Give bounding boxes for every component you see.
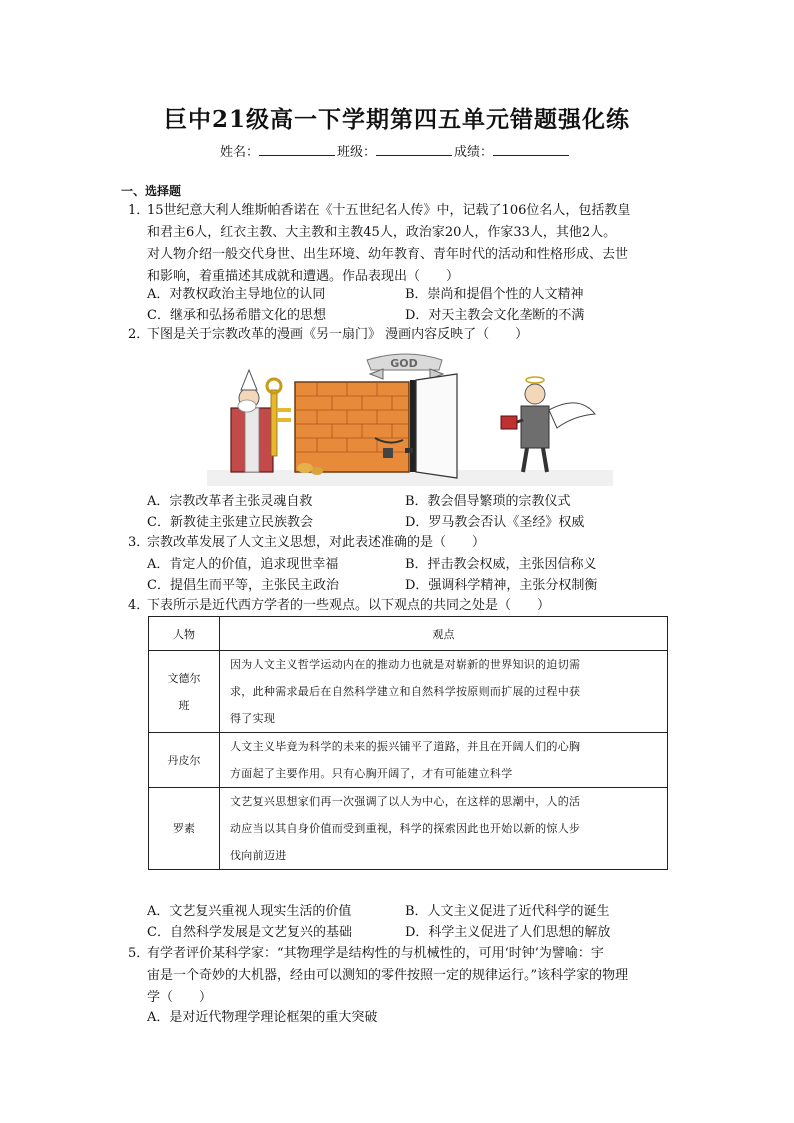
option-a[interactable]: A．是对近代物理学理论框架的重大突破 bbox=[147, 1010, 378, 1025]
person-cell bbox=[149, 788, 220, 870]
stem-line: 有学者评价某科学家：“其物理学是结构性的与机械性的，可用‘时钟’为譬喻：宇 bbox=[147, 946, 604, 961]
option-a[interactable]: A．宗教改革者主张灵魂自救 bbox=[147, 494, 313, 509]
table-row bbox=[149, 788, 668, 870]
option-b[interactable]: B．崇尚和提倡个性的人文精神 bbox=[405, 287, 584, 302]
option-c[interactable]: C．自然科学发展是文艺复兴的基础 bbox=[147, 925, 352, 940]
option-b[interactable]: B．教会倡导繁琐的宗教仪式 bbox=[405, 494, 571, 509]
question-2 bbox=[128, 324, 676, 346]
stem-line: 对人物介绍一般交代身世、出生环境、幼年教育、青年时代的活动和性格形成、去世 bbox=[147, 247, 629, 262]
option-d[interactable]: D．科学主义促进了人们思想的解放 bbox=[405, 925, 611, 940]
option-c[interactable]: C．新教徒主张建立民族教会 bbox=[147, 515, 313, 530]
view-cell bbox=[220, 788, 668, 870]
score-blank[interactable] bbox=[493, 143, 569, 156]
question-stem bbox=[147, 200, 676, 288]
view-line: 伐向前迈进 bbox=[230, 849, 287, 862]
view-line: 求，此种需求最后在自然科学建立和自然科学按原则而扩展的过程中获 bbox=[230, 685, 581, 698]
person-name-line: 班 bbox=[178, 698, 190, 712]
name-label: 姓名： bbox=[220, 145, 260, 160]
person-cell bbox=[149, 733, 220, 788]
student-info-line bbox=[220, 141, 571, 160]
view-line: 因为人文主义哲学运动内在的推动力也就是对崭新的世界知识的迫切需 bbox=[230, 658, 581, 671]
question-number: 3． bbox=[128, 535, 150, 550]
question-1 bbox=[128, 200, 676, 288]
option-c[interactable]: C．继承和弘扬希腊文化的思想 bbox=[147, 308, 326, 323]
option-c[interactable]: C．提倡生而平等，主张民主政治 bbox=[147, 578, 339, 593]
stem-line: 学（ ） bbox=[147, 990, 213, 1005]
option-b[interactable]: B．抨击教会权威，主张因信称义 bbox=[405, 557, 597, 572]
reformation-cartoon bbox=[207, 350, 613, 486]
table-row bbox=[149, 733, 668, 788]
person-name-line: 丹皮尔 bbox=[167, 753, 201, 767]
scholar-views-table bbox=[148, 616, 668, 870]
view-line: 得了实现 bbox=[230, 712, 276, 725]
header-view: 观点 bbox=[220, 617, 668, 651]
question-number: 1． bbox=[128, 203, 150, 218]
question-3 bbox=[128, 532, 676, 554]
table-header-row bbox=[149, 617, 668, 651]
option-a[interactable]: A．肯定人的价值，追求现世幸福 bbox=[147, 557, 339, 572]
question-stem bbox=[147, 324, 676, 346]
person-cell bbox=[149, 651, 220, 733]
stem-line: 下图是关于宗教改革的漫画《另一扇门》 漫画内容反映了（ ） bbox=[147, 327, 529, 342]
view-cell bbox=[220, 733, 668, 788]
score-label: 成绩： bbox=[454, 145, 494, 160]
view-line: 文艺复兴思想家们再一次强调了以人为中心，在这样的思潮中，人的活 bbox=[230, 795, 581, 808]
stem-line: 和君主6人，红衣主教、大主教和主教45人，政治家20人，作家33人，其他2人。 bbox=[147, 225, 617, 240]
question-number: 4． bbox=[128, 598, 150, 613]
name-blank[interactable] bbox=[259, 143, 335, 156]
option-a[interactable]: A．文艺复兴重视人现实生活的价值 bbox=[147, 904, 352, 919]
stem-line: 15世纪意大利人维斯帕香诺在《十五世纪名人传》中，记载了106位名人，包括教皇 bbox=[147, 203, 631, 218]
view-line: 人文主义毕竟为科学的未来的振兴铺平了道路，并且在开阔人们的心胸 bbox=[230, 740, 581, 753]
person-name-line: 罗素 bbox=[173, 822, 195, 835]
view-line: 动应当以其自身价值而受到重视，科学的探索因此也开始以新的惊人步 bbox=[230, 822, 581, 835]
view-cell bbox=[220, 651, 668, 733]
option-a[interactable]: A．对教权政治主导地位的认同 bbox=[147, 287, 326, 302]
question-stem bbox=[147, 595, 676, 617]
page-title: 巨中21级高一下学期第四五单元错题强化练 bbox=[163, 106, 630, 133]
class-label: 班级： bbox=[337, 145, 377, 160]
stem-line: 下表所示是近代西方学者的一些观点。以下观点的共同之处是（ ） bbox=[147, 598, 551, 613]
option-d[interactable]: D．强调科学精神，主张分权制衡 bbox=[405, 578, 598, 593]
stem-line: 和影响，着重描述其成就和遭遇。作品表现出（ ） bbox=[147, 269, 460, 284]
option-d[interactable]: D．罗马教会否认《圣经》权威 bbox=[405, 515, 585, 530]
question-4 bbox=[128, 595, 676, 617]
question-stem bbox=[147, 943, 676, 1009]
stem-line: 宗教改革发展了人文主义思想，对此表述准确的是（ ） bbox=[147, 535, 486, 550]
stem-line: 宙是一个奇妙的大机器，经由可以测知的零件按照一定的规律运行。”该科学家的物理 bbox=[147, 968, 629, 983]
question-number: 2． bbox=[128, 327, 150, 342]
person-name-line: 文德尔 bbox=[167, 671, 201, 685]
class-blank[interactable] bbox=[376, 143, 452, 156]
view-line: 方面起了主要作用。只有心胸开阔了，才有可能建立科学 bbox=[230, 767, 513, 780]
section-heading: 一、选择题 bbox=[121, 184, 182, 198]
option-d[interactable]: D．对天主教会文化垄断的不满 bbox=[405, 308, 585, 323]
table-row bbox=[149, 651, 668, 733]
question-number: 5． bbox=[128, 946, 150, 961]
header-person: 人物 bbox=[149, 617, 220, 651]
question-stem bbox=[147, 532, 676, 554]
god-sign-label: GOD bbox=[390, 357, 418, 370]
option-b[interactable]: B．人文主义促进了近代科学的诞生 bbox=[405, 904, 610, 919]
question-5 bbox=[128, 943, 676, 1009]
